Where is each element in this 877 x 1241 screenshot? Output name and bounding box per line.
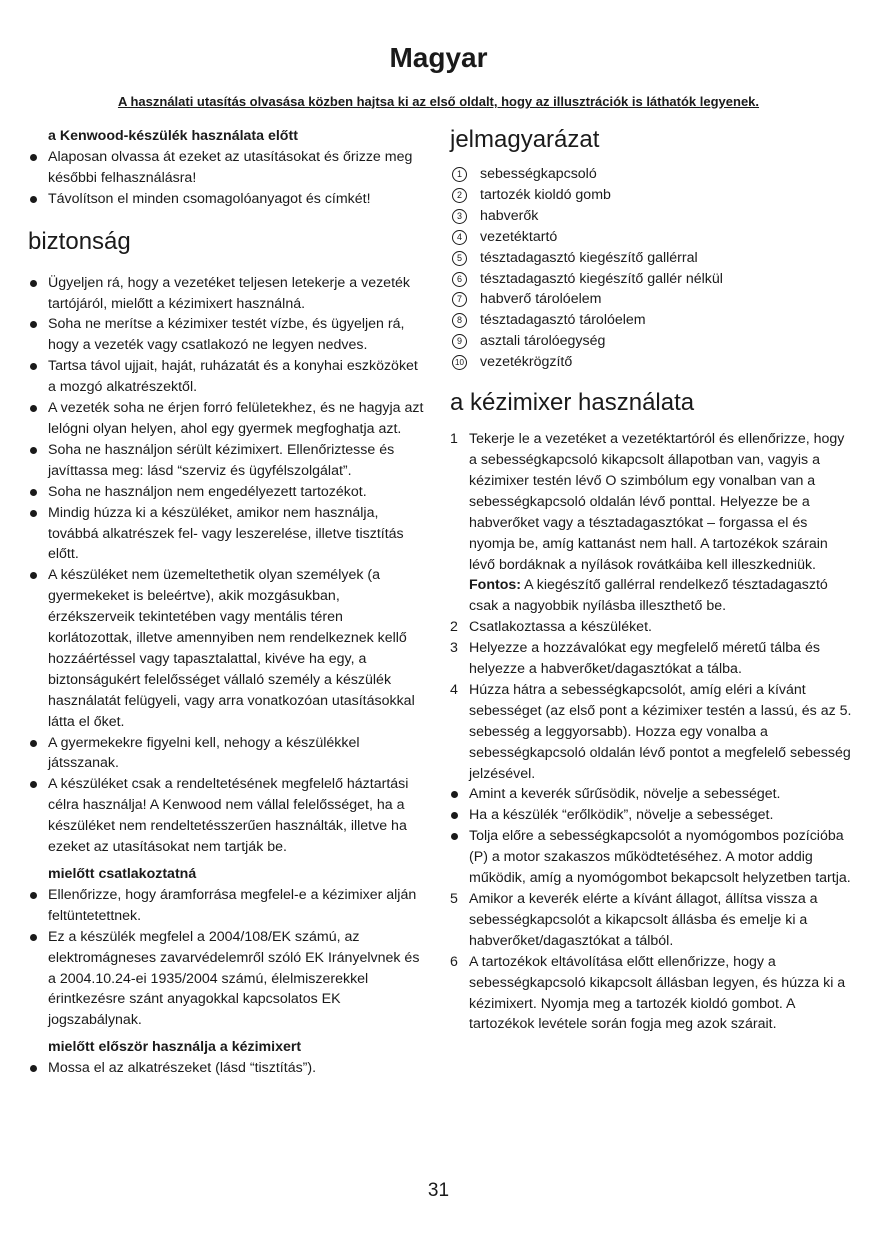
list-item: Soha ne használjon nem engedélyezett tartozékot. — [28, 482, 428, 503]
list-item: A vezeték soha ne érjen forró felületekhez, és ne hagyja azt lelógni olyan helyen, ahol egy gyermek megfoghatja azt. — [28, 398, 428, 440]
number-circle-icon: 5 — [452, 251, 467, 266]
page-number: 31 — [427, 1180, 450, 1201]
legend-item: 7 habverő tárolóelem — [450, 289, 855, 310]
first-use-heading: mielőtt először használja a kézimixert — [48, 1039, 302, 1056]
number-circle-icon: 1 — [452, 167, 467, 182]
step-item: 4 Húzza hátra a sebességkapcsolót, amíg eléri a kívánt sebességet (az első pont a kézimixer testén a lassú, és az 5. sebesség a leggyorsabb). Hozza egy vonalba a sebességkapcsoló oldalán lévő pontot a megfelelő sebesség jelzésével. — [450, 681, 852, 782]
list-item: Ez a készülék megfelel a 2004/108/EK számú, az elektromágneses zavarvédelemről szóló EK Irányelvnek és a 2004.10.24-ei 1935/2004 számú, élelmiszerekkel érintkezésre szánt anyagokkal kapcsolatos EK jogszabálynak. — [28, 927, 428, 1032]
page-title: Magyar — [389, 42, 488, 73]
legend-item: 6 tésztadagasztó kiegészítő gallér nélkül — [450, 269, 855, 290]
usage-heading: a kézimixer használata — [450, 389, 695, 417]
step-item: 1 Tekerje le a vezetéket a vezetéktartóról és ellenőrizze, hogy a sebességkapcsoló kikapcsolt állapotban van, vagyis a kézimixer testén lévő O szimbólum egy vonalban van a sebességkapcsoló oldalán lévő ponttal. Helyezze be a habverőket vagy a tésztadagasztókat – forgassa el és nyomja be, amíg kattanást nem hall. A tartozékok szárain lévő bordáknak a nyílások rovátkáiba kell illeszkedniük. Fontos: A kiegészítő gallérral rendelkező tésztadagasztó csak a nagyobbik nyílásba illeszthető be. — [450, 431, 845, 615]
step-item: 3 Helyezze a hozzávalókat egy megfelelő méretű tálba és helyezze a habverőket/dagasztókat a tálba. — [450, 640, 820, 678]
number-circle-icon: 3 — [452, 209, 467, 224]
number-circle-icon: 6 — [452, 272, 467, 287]
usage-steps — [450, 429, 855, 1035]
list-item: Tolja előre a sebességkapcsolót a nyomógombos pozícióba (P) a motor szakaszos működtetéséhez. A motor addig működik, amíg a nyomógombot bekapcsolt helyzetben tartja. — [450, 826, 855, 889]
safety-list — [28, 273, 428, 858]
before-use-heading: a Kenwood-készülék használata előtt — [48, 128, 298, 144]
list-item: A készüléket nem üzemeltethetik olyan személyek (a gyermekeket is beleértve), akik mozgásukban, érzékszerveik tekintetében vagy mentális téren korlátozottak, illetve amennyiben nem rendelkeznek kellő hozzáértéssel vagy tapasztalattal, kivéve ha egy, a biztonságukért felelősséget vállaló személy a készülék használatát felügyeli, vagy arra vonatkozóan utasításokkal látta el őket. — [28, 565, 428, 732]
step-item: 5 Amikor a keverék elérte a kívánt állagot, állítsa vissza a sebességkapcsolót a kikapcsolt állásba és emelje ki a habverőket/dagasztókat a tálból. — [450, 891, 818, 949]
list-item: Soha ne merítse a kézimixer testét vízbe, és ügyeljen rá, hogy a vezeték vagy csatlakozó ne legyen nedves. — [28, 314, 428, 356]
safety-heading: biztonság — [28, 227, 131, 255]
legend-item: 9 asztali tárolóegység — [450, 331, 855, 352]
before-connect-heading: mielőtt csatlakoztatná — [48, 866, 197, 882]
step-item: 6 A tartozékok eltávolítása előtt ellenőrizze, hogy a sebességkapcsoló kikapcsolt állásban legyen, és húzza ki a kézimixert. Nyomja meg a tartozék kioldó gombot. A tartozékok levétele során fogja meg azok szárait. — [450, 953, 846, 1033]
list-item: Ügyeljen rá, hogy a vezetéket teljesen letekerje a vezeték tartójáról, mielőtt a kézimixert használná. — [28, 273, 428, 315]
legend-list — [450, 164, 855, 373]
legend-item: 5 tésztadagasztó kiegészítő gallérral — [450, 248, 855, 269]
fold-out-notice: A használati utasítás olvasása közben hajtsa ki az első oldalt, hogy az illusztrációk is láthatók legyenek. — [117, 94, 760, 109]
legend-item: 3 habverők — [450, 206, 855, 227]
number-circle-icon: 7 — [452, 292, 467, 307]
legend-item: 8 tésztadagasztó tárolóelem — [450, 310, 855, 331]
list-item: Ellenőrizze, hogy áramforrása megfelel-e a kézimixer alján feltüntetettnek. — [28, 885, 428, 927]
number-circle-icon: 10 — [452, 355, 467, 370]
legend-item: 4 vezetéktartó — [450, 227, 855, 248]
legend-item: 10 vezetékrögzítő — [450, 352, 855, 373]
number-circle-icon: 8 — [452, 313, 467, 328]
list-item: A készüléket csak a rendeltetésének megfelelő háztartási célra használja! A Kenwood nem vállal felelősséget, ha a készüléket nem rendeltetésszerűen használták, illetve ha ezeket az utasításokat nem tartják be. — [28, 774, 428, 858]
list-item: Mossa el az alkatrészeket (lásd “tisztítás”). — [28, 1058, 428, 1079]
right-column — [450, 126, 855, 1035]
left-column — [28, 126, 428, 1079]
legend-item: 1 sebességkapcsoló — [450, 164, 855, 185]
list-item: Tartsa távol ujjait, haját, ruházatát és a konyhai eszközöket a mozgó alkatrészektől. — [28, 356, 428, 398]
number-circle-icon: 4 — [452, 230, 467, 245]
list-item: A gyermekekre figyelni kell, nehogy a készülékkel játsszanak. — [28, 733, 428, 775]
list-item: Távolítson el minden csomagolóanyagot és címkét! — [28, 189, 428, 210]
legend-item: 2 tartozék kioldó gomb — [450, 185, 855, 206]
number-circle-icon: 2 — [452, 188, 467, 203]
list-item: Ha a készülék “erőlködik”, növelje a sebességet. — [450, 805, 855, 826]
important-label: Fontos: — [469, 577, 522, 594]
list-item: Amint a keverék sűrűsödik, növelje a sebességet. — [450, 784, 855, 805]
list-item: Alaposan olvassa át ezeket az utasításokat és őrizze meg későbbi felhasználásra! — [28, 147, 428, 189]
list-item: Mindig húzza ki a készüléket, amikor nem használja, továbbá alkatrészek fel- vagy leszerelése, illetve tisztítás előtt. — [28, 503, 428, 566]
list-item: Soha ne használjon sérült kézimixert. Ellenőriztesse és javíttassa meg: lásd “szerviz és ügyfélszolgálat”. — [28, 440, 428, 482]
number-circle-icon: 9 — [452, 334, 467, 349]
step-item: 2 Csatlakoztassa a készüléket. — [450, 619, 652, 636]
legend-heading: jelmagyarázat — [450, 126, 600, 153]
